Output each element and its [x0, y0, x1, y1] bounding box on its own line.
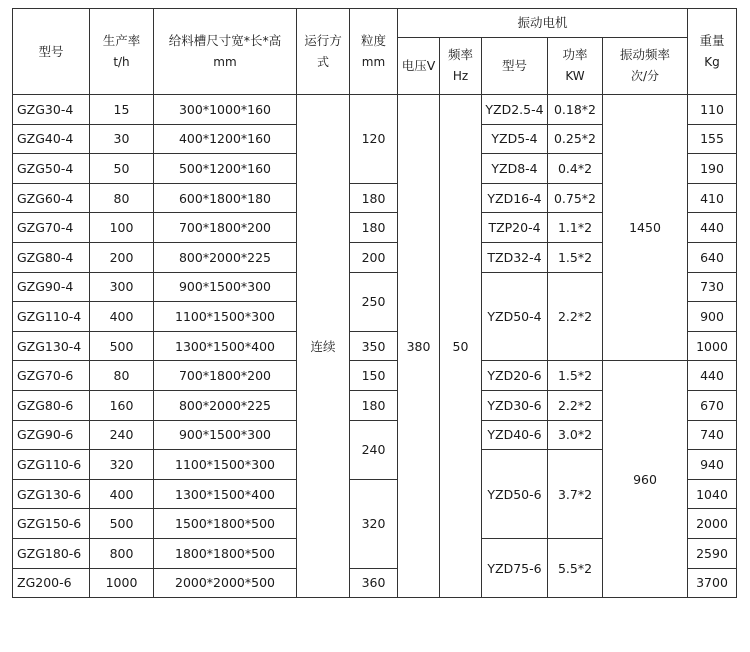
capacity-cell: 240 — [90, 420, 154, 450]
capacity-cell: 50 — [90, 154, 154, 184]
model-cell: GZG90-6 — [13, 420, 90, 450]
particle-size-cell: 350 — [350, 331, 398, 361]
weight-cell: 940 — [688, 450, 737, 480]
header-size-label: 粒度 — [360, 32, 386, 48]
header-capacity — [90, 9, 154, 95]
header-model: 型号 — [13, 9, 90, 95]
particle-size-cell: 360 — [350, 568, 398, 598]
model-cell: GZG130-4 — [13, 331, 90, 361]
trough-cell: 800*2000*225 — [154, 242, 297, 272]
capacity-cell: 1000 — [90, 568, 154, 598]
capacity-cell: 100 — [90, 213, 154, 243]
power-cell: 2.2*2 — [548, 390, 603, 420]
weight-cell: 3700 — [688, 568, 737, 598]
weight-cell: 730 — [688, 272, 737, 302]
header-power-label: 功率 — [562, 47, 588, 62]
model-cell: GZG180-6 — [13, 538, 90, 568]
capacity-cell: 800 — [90, 538, 154, 568]
spec-table-container — [12, 8, 737, 598]
particle-size-cell: 180 — [350, 213, 398, 243]
model-cell: GZG110-4 — [13, 302, 90, 332]
capacity-cell: 400 — [90, 302, 154, 332]
capacity-cell: 160 — [90, 390, 154, 420]
particle-size-cell: 250 — [350, 272, 398, 331]
motor-model-cell: TZD32-4 — [482, 242, 548, 272]
motor-model-cell: YZD5-4 — [482, 124, 548, 154]
motor-model-cell: YZD30-6 — [482, 390, 548, 420]
capacity-cell: 80 — [90, 183, 154, 213]
weight-cell: 670 — [688, 390, 737, 420]
weight-cell: 2000 — [688, 509, 737, 539]
trough-cell: 1300*1500*400 — [154, 331, 297, 361]
model-cell: GZG30-4 — [13, 95, 90, 125]
vibrating-feeder-spec-table — [12, 8, 737, 598]
table-row — [13, 361, 737, 391]
model-cell: GZG50-4 — [13, 154, 90, 184]
weight-cell: 640 — [688, 242, 737, 272]
capacity-cell: 80 — [90, 361, 154, 391]
header-frequency — [440, 38, 482, 95]
capacity-cell: 320 — [90, 450, 154, 480]
motor-model-cell: YZD40-6 — [482, 420, 548, 450]
header-row-1 — [13, 9, 737, 38]
header-vibration-frequency — [603, 38, 688, 95]
header-weight-label: 重量 — [699, 32, 725, 48]
header-size-unit: mm — [361, 54, 386, 69]
capacity-cell: 500 — [90, 331, 154, 361]
particle-size-cell: 200 — [350, 242, 398, 272]
motor-model-cell: YZD8-4 — [482, 154, 548, 184]
trough-cell: 700*1800*200 — [154, 213, 297, 243]
model-cell: GZG110-6 — [13, 450, 90, 480]
header-mode-line2: 式 — [316, 54, 329, 69]
header-motor-model: 型号 — [482, 38, 548, 95]
frequency-cell: 50 — [440, 95, 482, 598]
capacity-cell: 500 — [90, 509, 154, 539]
weight-cell: 110 — [688, 95, 737, 125]
trough-cell: 1100*1500*300 — [154, 302, 297, 332]
trough-cell: 600*1800*180 — [154, 183, 297, 213]
motor-model-cell: YZD75-6 — [482, 538, 548, 597]
capacity-cell: 400 — [90, 479, 154, 509]
weight-cell: 440 — [688, 361, 737, 391]
power-cell: 0.25*2 — [548, 124, 603, 154]
header-freq-label: 频率 — [447, 47, 473, 62]
power-cell: 1.1*2 — [548, 213, 603, 243]
weight-cell: 155 — [688, 124, 737, 154]
model-cell: GZG70-4 — [13, 213, 90, 243]
header-particle-size — [350, 9, 398, 95]
power-cell: 3.7*2 — [548, 450, 603, 539]
weight-cell: 1000 — [688, 331, 737, 361]
weight-cell: 2590 — [688, 538, 737, 568]
vibration-frequency-cell: 960 — [603, 361, 688, 598]
model-cell: GZG90-4 — [13, 272, 90, 302]
trough-cell: 700*1800*200 — [154, 361, 297, 391]
capacity-cell: 300 — [90, 272, 154, 302]
particle-size-cell: 240 — [350, 420, 398, 479]
motor-model-cell: YZD16-4 — [482, 183, 548, 213]
model-cell: ZG200-6 — [13, 568, 90, 598]
trough-cell: 1800*1800*500 — [154, 538, 297, 568]
model-cell: GZG80-6 — [13, 390, 90, 420]
weight-cell: 900 — [688, 302, 737, 332]
model-cell: GZG130-6 — [13, 479, 90, 509]
trough-cell: 500*1200*160 — [154, 154, 297, 184]
header-vib-freq-unit: 次/分 — [630, 69, 660, 83]
weight-cell: 440 — [688, 213, 737, 243]
header-trough-size — [154, 9, 297, 95]
motor-model-cell: YZD20-6 — [482, 361, 548, 391]
particle-size-cell: 180 — [350, 183, 398, 213]
power-cell: 1.5*2 — [548, 242, 603, 272]
header-voltage: 电压V — [398, 38, 440, 95]
trough-cell: 1500*1800*500 — [154, 509, 297, 539]
particle-size-cell: 180 — [350, 390, 398, 420]
weight-cell: 410 — [688, 183, 737, 213]
trough-cell: 2000*2000*500 — [154, 568, 297, 598]
model-cell: GZG80-4 — [13, 242, 90, 272]
power-cell: 5.5*2 — [548, 538, 603, 597]
header-capacity-label: 生产率 — [102, 32, 141, 48]
power-cell: 0.4*2 — [548, 154, 603, 184]
header-power — [548, 38, 603, 95]
motor-model-cell: TZP20-4 — [482, 213, 548, 243]
capacity-cell: 200 — [90, 242, 154, 272]
trough-cell: 1300*1500*400 — [154, 479, 297, 509]
vibration-frequency-cell: 1450 — [603, 95, 688, 361]
power-cell: 0.75*2 — [548, 183, 603, 213]
weight-cell: 740 — [688, 420, 737, 450]
header-mode-line1: 运行方 — [304, 32, 342, 48]
trough-cell: 1100*1500*300 — [154, 450, 297, 480]
power-cell: 1.5*2 — [548, 361, 603, 391]
model-cell: GZG150-6 — [13, 509, 90, 539]
particle-size-cell: 150 — [350, 361, 398, 391]
power-cell: 0.18*2 — [548, 95, 603, 125]
motor-model-cell: YZD50-4 — [482, 272, 548, 361]
model-cell: GZG60-4 — [13, 183, 90, 213]
particle-size-cell: 120 — [350, 95, 398, 184]
power-cell: 3.0*2 — [548, 420, 603, 450]
model-cell: GZG70-6 — [13, 361, 90, 391]
motor-model-cell: YZD50-6 — [482, 450, 548, 539]
trough-cell: 400*1200*160 — [154, 124, 297, 154]
header-weight — [688, 9, 737, 95]
trough-cell: 900*1500*300 — [154, 420, 297, 450]
header-trough-unit: mm — [213, 54, 237, 69]
header-trough-label: 给料槽尺寸宽*长*高 — [168, 32, 282, 48]
capacity-cell: 30 — [90, 124, 154, 154]
header-vibration-motor: 振动电机 — [398, 9, 688, 38]
header-operation-mode — [297, 9, 350, 95]
trough-cell: 800*2000*225 — [154, 390, 297, 420]
table-row — [13, 95, 737, 125]
trough-cell: 300*1000*160 — [154, 95, 297, 125]
model-cell: GZG40-4 — [13, 124, 90, 154]
weight-cell: 190 — [688, 154, 737, 184]
capacity-cell: 15 — [90, 95, 154, 125]
weight-cell: 1040 — [688, 479, 737, 509]
motor-model-cell: YZD2.5-4 — [482, 95, 548, 125]
header-capacity-unit: t/h — [113, 54, 130, 69]
voltage-cell: 380 — [398, 95, 440, 598]
trough-cell: 900*1500*300 — [154, 272, 297, 302]
header-freq-unit: Hz — [452, 69, 469, 83]
header-weight-unit: Kg — [704, 54, 720, 69]
header-vib-freq-label: 振动频率 — [620, 47, 671, 62]
operation-mode-cell: 连续 — [297, 95, 350, 598]
particle-size-cell: 320 — [350, 479, 398, 568]
power-cell: 2.2*2 — [548, 272, 603, 361]
header-power-unit: KW — [565, 69, 585, 83]
